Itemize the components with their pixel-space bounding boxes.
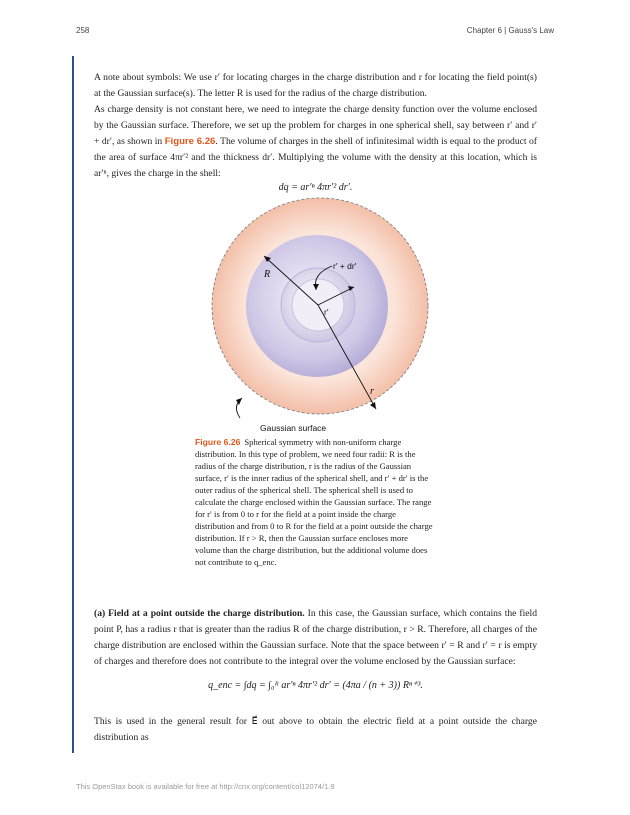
sphere-diagram — [200, 196, 440, 436]
equation-dq: dq = ar′ⁿ 4πr′² dr′. — [278, 182, 353, 193]
paragraph-density-a: As charge density is not constant here, we need to integrate the charge density function over the volume enclosed by the Gaussian surface. Therefore, we set up the problem for charges in one spherical shell, say between r′ and r′ + dr′, as shown in — [94, 104, 537, 147]
paragraph-density — [94, 102, 537, 182]
chapter-title: Chapter 6 | Gauss's Law — [466, 26, 554, 35]
paragraph-result: This is used in the general result for E⃗ out above to obtain the electric field at a point outside the charge distribution as — [94, 716, 537, 743]
label-r: r — [370, 386, 374, 397]
section-bar — [72, 56, 74, 753]
paragraph-symbols: A note about symbols: We use r′ for locating charges in the charge distribution and r for locating the field point(s) at the Gaussian surface(s). The letter R is used for the radius of the charge distribution. — [94, 72, 537, 99]
label-gaussian-surface: Gaussian surface — [260, 423, 327, 433]
figure-link[interactable]: Figure 6.26 — [164, 136, 216, 147]
page-number: 258 — [76, 26, 90, 35]
footer-note: This OpenStax book is available for free at http://cnx.org/content/col12074/1.9 — [76, 782, 335, 791]
equation-qenc: q_enc = ∫dq = ∫₀ᴿ ar′ⁿ 4πr′² dr′ = (4πa / (n + 3)) Rⁿ⁺³. — [208, 680, 423, 691]
paragraph-outside — [94, 606, 537, 670]
figure-spherical-shell — [200, 196, 440, 441]
caption-number: Figure 6.26 — [195, 437, 241, 447]
label-R: R — [264, 269, 271, 280]
label-shell-outer: r′ + dr′ — [333, 261, 357, 271]
caption-text: Spherical symmetry with non-uniform charge distribution. In this type of problem, we need four radii: R is the radius of the charge distribution, r is the radius of the Gaussian surface, r′ is the inner radius of the spherical shell, and r′ + dr′ is the outer radius of the spherical shell. The spherical shell is used to calculate the charge enclosed within the Gaussian surface. The range for r′ is from 0 to r for the field at a point inside the charge distribution and from 0 to R for the field at a point outside the charge distribution. If r > R, then the Gaussian surface encloses more volume than the charge distribution, but the additional volume does not contribute to q_enc. — [195, 437, 433, 567]
paragraph-outside-body: In this case, the Gaussian surface, which contains the field point P, has a radius r that is greater than the radius R of the charge distribution, r > R. Therefore, all charges of the charge distribution are enclosed within the Gaussian surface. Note that the space between r′ = R and r′ = r is empty of charges and therefore does not contribute to the integral over the volume enclosed by the Gaussian surface: — [94, 608, 537, 667]
figure-caption — [195, 436, 435, 568]
paragraph-density-b: . The volume of charges in the shell of infinitesimal width is equal to the product of the area of surface 4πr′² and the thickness dr′. Multiplying the volume with the density at this location, which is ar′ⁿ, gives the charge in the shell: — [94, 136, 538, 179]
paragraph-outside-lead: (a) Field at a point outside the charge distribution. — [94, 608, 305, 619]
label-shell-inner: r′ — [324, 307, 329, 317]
